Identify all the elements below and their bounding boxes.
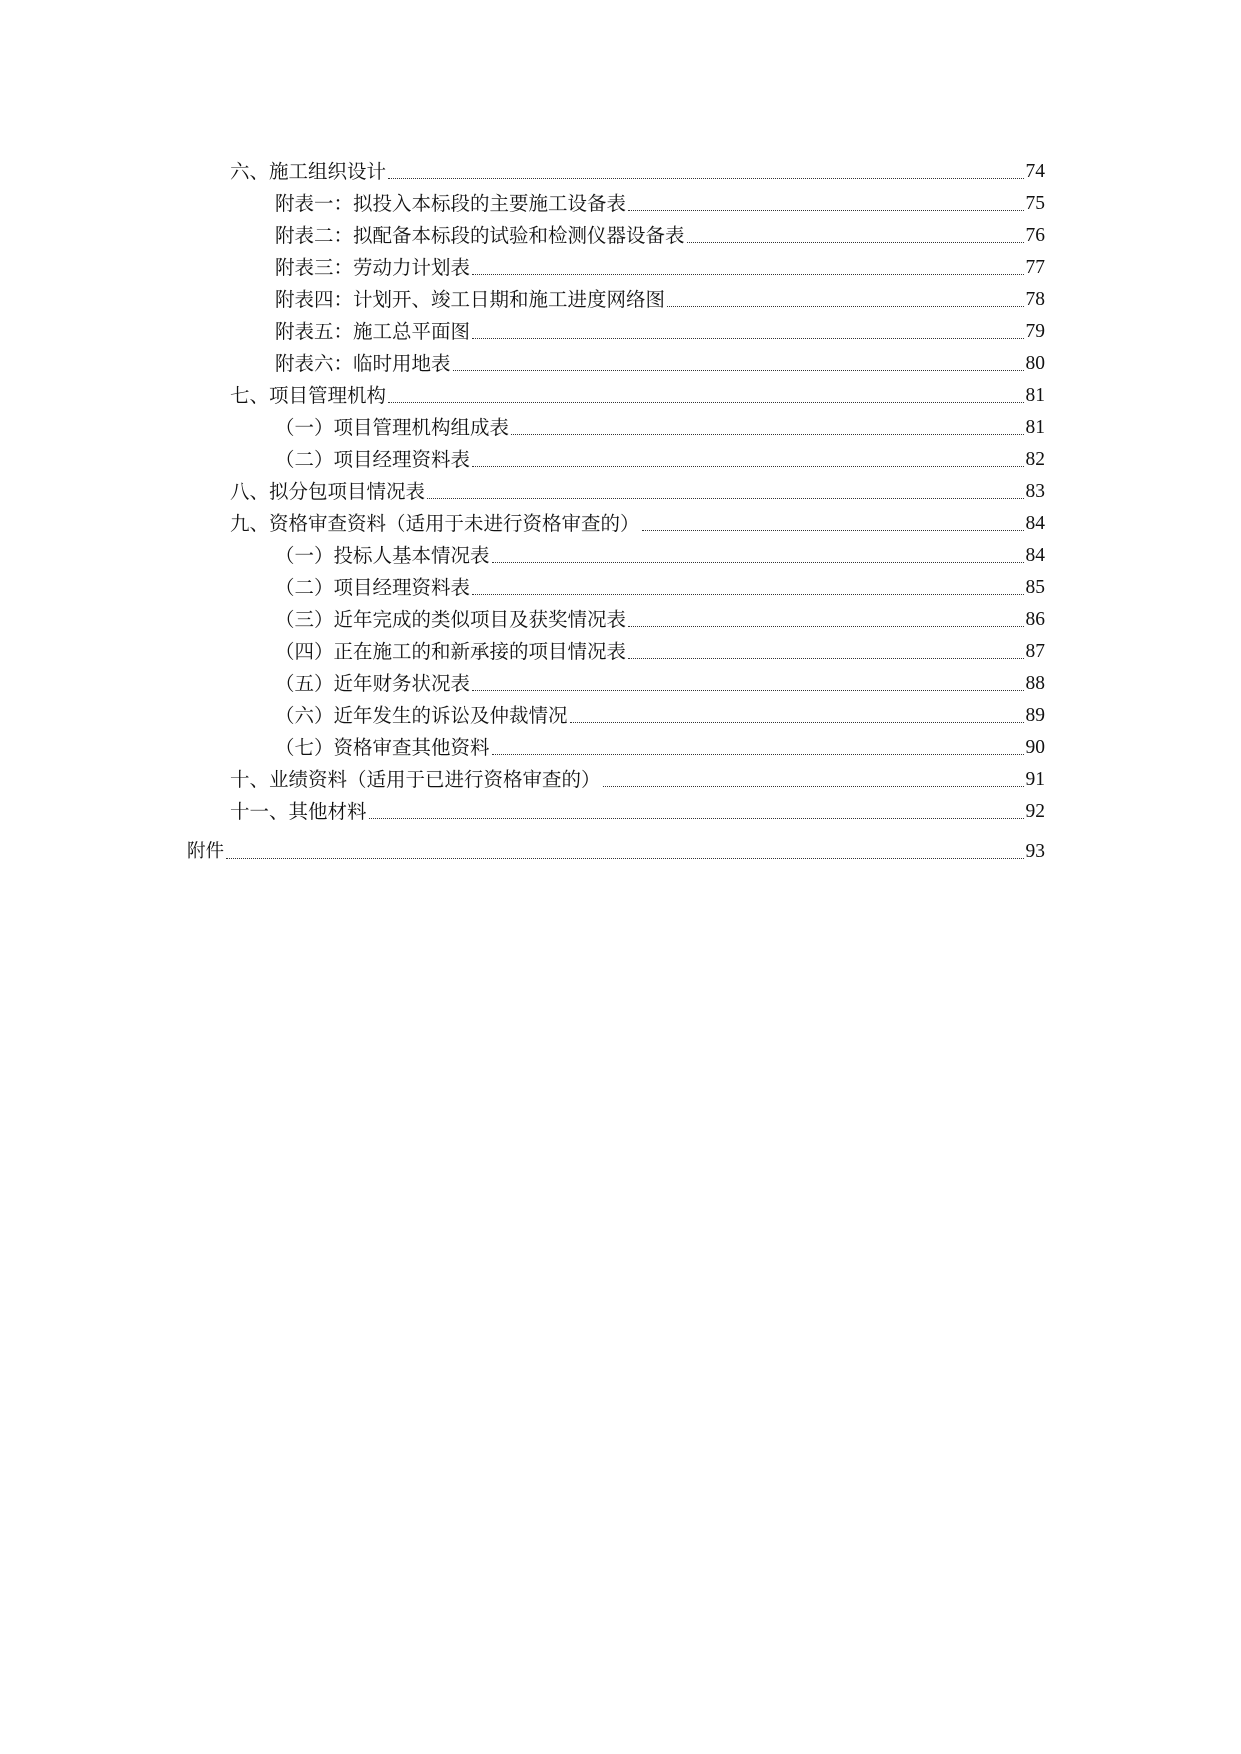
toc-entry[interactable] (275, 696, 1045, 728)
toc-entry-page: 77 (1025, 257, 1045, 278)
toc-dot-leader (472, 466, 1023, 467)
toc-entry[interactable] (275, 568, 1045, 600)
toc-entry[interactable] (275, 536, 1045, 568)
toc-entry-title: （六）近年发生的诉讼及仲裁情况 (275, 704, 568, 727)
toc-entry-title: （五）近年财务状况表 (275, 672, 471, 695)
toc-dot-leader (511, 434, 1023, 435)
toc-entry[interactable] (230, 472, 1045, 504)
toc-entry-page: 81 (1025, 385, 1045, 406)
toc-entry[interactable] (230, 760, 1045, 792)
toc-dot-leader (226, 858, 1023, 859)
toc-dot-leader (453, 370, 1024, 371)
toc-entry[interactable] (275, 248, 1045, 280)
toc-entry-page: 88 (1025, 673, 1045, 694)
toc-entry-title: 附件 (187, 841, 225, 862)
toc-entry-page: 78 (1025, 289, 1045, 310)
toc-entry[interactable] (275, 440, 1045, 472)
toc-entry-page: 84 (1025, 513, 1045, 534)
toc-entry[interactable] (275, 184, 1045, 216)
toc-entry-page: 90 (1025, 737, 1045, 758)
toc-entry-page: 79 (1025, 321, 1045, 342)
toc-entry-title: （一）投标人基本情况表 (275, 544, 490, 567)
toc-dot-leader (472, 690, 1023, 691)
toc-entry-page: 83 (1025, 481, 1045, 502)
toc-entry-title: 附表四：计划开、竣工日期和施工进度网络图 (275, 288, 666, 311)
toc-entry[interactable] (187, 832, 1045, 864)
toc-entry[interactable] (275, 632, 1045, 664)
toc-entry-title: 附表三：劳动力计划表 (275, 256, 471, 279)
toc-dot-leader (687, 242, 1024, 243)
toc-entry-title: 附表五：施工总平面图 (275, 320, 471, 343)
toc-entry-title: （二）项目经理资料表 (275, 448, 471, 471)
toc-dot-leader (388, 178, 1023, 179)
toc-dot-leader (388, 402, 1023, 403)
toc-entry-title: 九、资格审查资料（适用于未进行资格审查的） (230, 512, 640, 535)
toc-dot-leader (570, 722, 1024, 723)
toc-entry-page: 82 (1025, 449, 1045, 470)
toc-entry[interactable] (275, 216, 1045, 248)
toc-entry-title: 十、业绩资料（适用于已进行资格审查的） (230, 768, 601, 791)
toc-entry[interactable] (275, 312, 1045, 344)
toc-entry-title: 七、项目管理机构 (230, 384, 387, 407)
toc-entry[interactable] (275, 408, 1045, 440)
toc-entry-title: （七）资格审查其他资料 (275, 736, 490, 759)
toc-entry-title: （四）正在施工的和新承接的项目情况表 (275, 640, 627, 663)
toc-entry[interactable] (230, 504, 1045, 536)
toc-entry-title: 附表六：临时用地表 (275, 352, 451, 375)
toc-entry-title: （三）近年完成的类似项目及获奖情况表 (275, 608, 627, 631)
toc-dot-leader (472, 594, 1023, 595)
toc-entry-title: 附表一：拟投入本标段的主要施工设备表 (275, 192, 627, 215)
toc-entry-page: 81 (1025, 417, 1045, 438)
toc-dot-leader (628, 210, 1023, 211)
toc-dot-leader (628, 626, 1023, 627)
toc-entry-page: 80 (1025, 353, 1045, 374)
toc-entry-page: 93 (1025, 841, 1045, 862)
toc-entry-title: 十一、其他材料 (230, 800, 367, 823)
toc-dot-leader (642, 530, 1024, 531)
toc-dot-leader (628, 658, 1023, 659)
toc-entry[interactable] (275, 280, 1045, 312)
toc-entry-title: （二）项目经理资料表 (275, 576, 471, 599)
toc-dot-leader (472, 338, 1023, 339)
toc-entry-page: 84 (1025, 545, 1045, 566)
toc-entry[interactable] (275, 600, 1045, 632)
toc-entry-title: 附表二：拟配备本标段的试验和检测仪器设备表 (275, 224, 685, 247)
toc-entry-title: 六、施工组织设计 (230, 160, 387, 183)
toc-dot-leader (492, 562, 1024, 563)
toc-entry[interactable] (230, 376, 1045, 408)
toc-entry-page: 92 (1025, 801, 1045, 822)
toc-dot-leader (472, 274, 1023, 275)
toc-entry-page: 86 (1025, 609, 1045, 630)
toc-entry[interactable] (275, 344, 1045, 376)
toc-dot-leader (667, 306, 1023, 307)
toc-dot-leader (603, 786, 1024, 787)
toc-entry-page: 89 (1025, 705, 1045, 726)
toc-entry-page: 76 (1025, 225, 1045, 246)
toc-entry[interactable] (275, 728, 1045, 760)
toc-dot-leader (427, 498, 1023, 499)
toc-dot-leader (369, 818, 1024, 819)
toc-entry-page: 87 (1025, 641, 1045, 662)
toc-dot-leader (492, 754, 1024, 755)
toc-entry[interactable] (275, 664, 1045, 696)
toc-entry-page: 91 (1025, 769, 1045, 790)
toc-entry-page: 74 (1025, 161, 1045, 182)
toc-entry-title: 八、拟分包项目情况表 (230, 480, 426, 503)
toc-entry[interactable] (230, 152, 1045, 184)
toc-entry-title: （一）项目管理机构组成表 (275, 416, 510, 439)
toc-entry-page: 75 (1025, 193, 1045, 214)
toc-entry[interactable] (230, 792, 1045, 824)
toc-entry-page: 85 (1025, 577, 1045, 598)
